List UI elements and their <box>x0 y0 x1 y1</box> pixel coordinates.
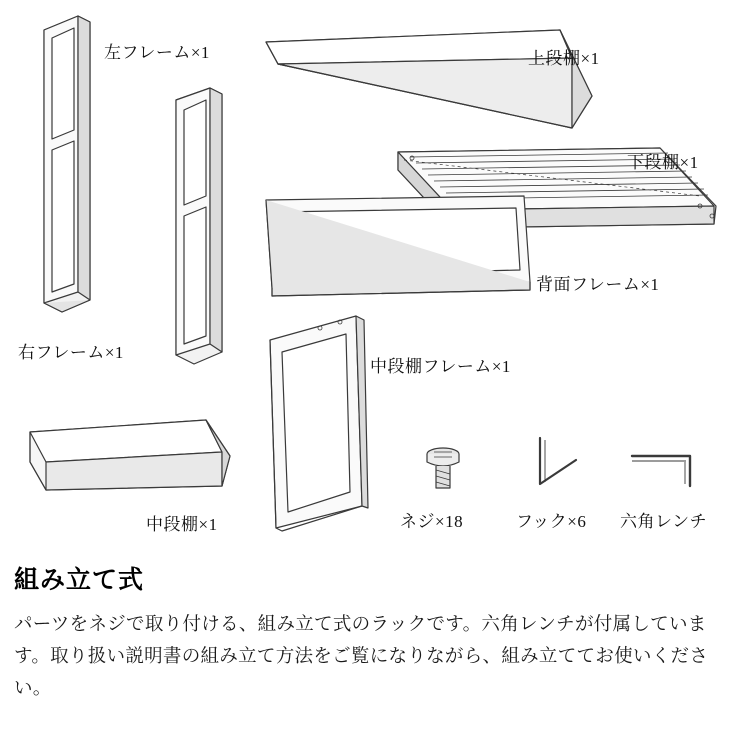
description-body: パーツをネジで取り付ける、組み立て式のラックです。六角レンチが付属しています。取り扱い説明書の組み立て方法をご覧になりながら、組み立ててお使いください。 <box>14 615 709 699</box>
label-middle-shelf-frame: 中段棚フレーム×1 <box>370 357 511 376</box>
right-frame-illustration <box>176 88 222 364</box>
left-frame-illustration <box>44 16 90 312</box>
hex-wrench-illustration <box>632 456 690 486</box>
middle-shelf-frame-illustration <box>270 316 368 531</box>
label-bottom-shelf: 下段棚×1 <box>627 153 699 172</box>
label-hooks: フック×6 <box>516 512 587 531</box>
label-left-frame: 左フレーム×1 <box>104 43 210 62</box>
description-heading: 組み立て式 <box>14 567 145 594</box>
description-block <box>14 560 730 705</box>
screws-illustration <box>427 448 459 488</box>
label-middle-shelf: 中段棚×1 <box>146 515 218 534</box>
hooks-illustration <box>540 438 576 484</box>
label-back-frame: 背面フレーム×1 <box>536 275 660 294</box>
label-screws: ネジ×18 <box>400 512 464 531</box>
label-top-shelf: 上段棚×1 <box>528 49 600 68</box>
label-hex-wrench: 六角レンチ <box>620 512 708 531</box>
middle-shelf-illustration <box>30 420 230 490</box>
label-right-frame: 右フレーム×1 <box>18 343 124 362</box>
back-frame-illustration <box>266 196 530 296</box>
